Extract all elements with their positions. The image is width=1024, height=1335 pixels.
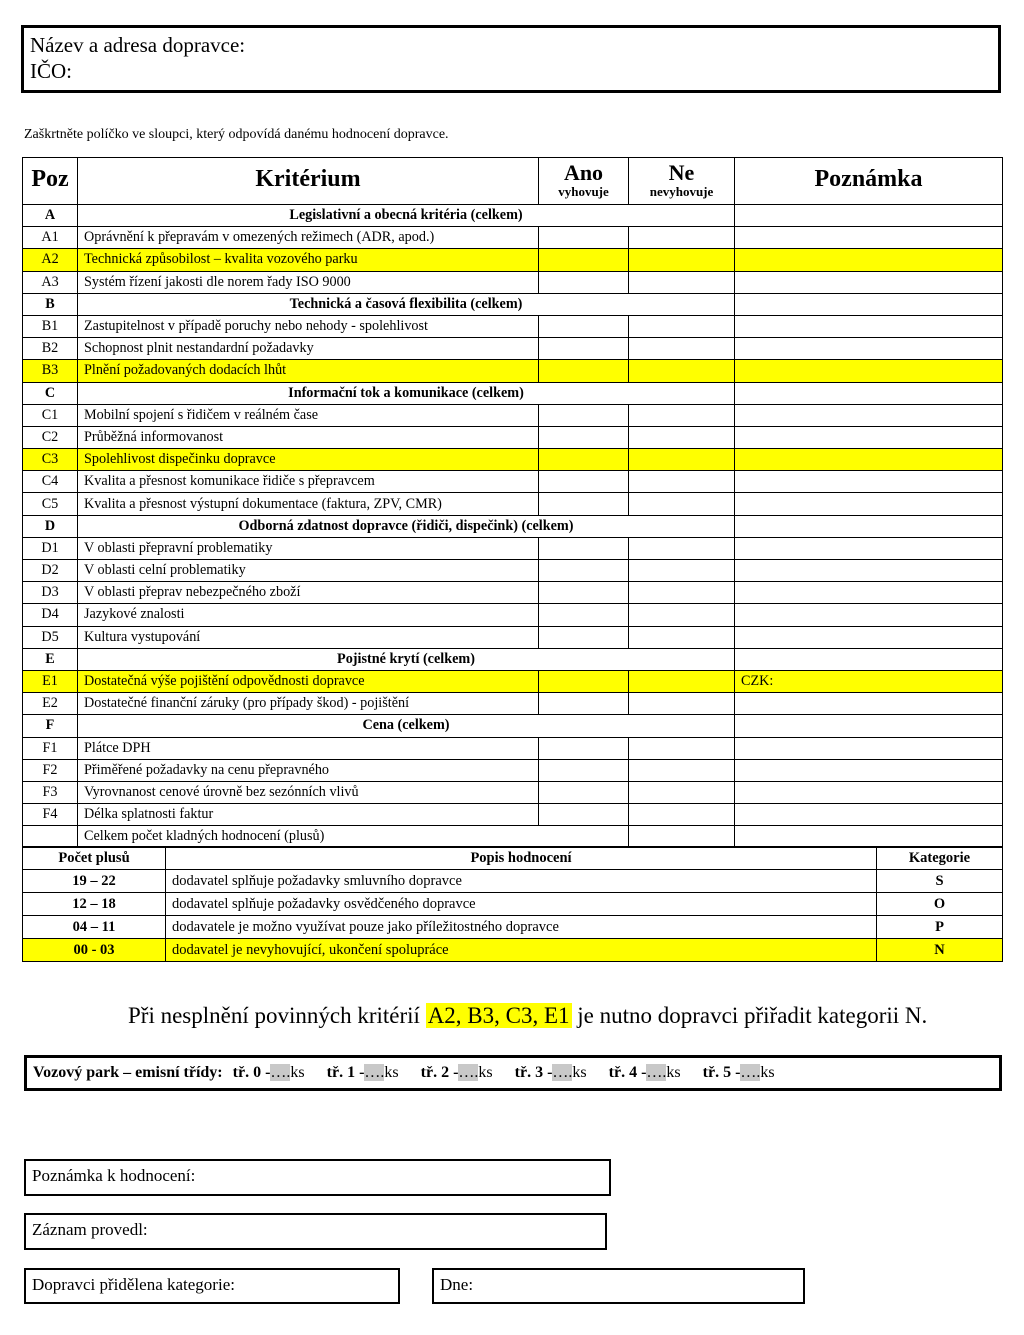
ano-checkbox-cell[interactable] [539,426,629,448]
header-poznamka: Poznámka [735,158,1003,205]
row-poz: E2 [23,693,78,715]
criteria-header-row [23,158,1003,205]
row-poz: D [23,515,78,537]
emission-class-label: tř. 3 - [514,1064,553,1081]
ne-checkbox-cell[interactable] [629,626,735,648]
ano-checkbox-cell[interactable] [539,404,629,426]
legend-header-count: Počet plusů [23,847,166,870]
note-cell[interactable] [735,249,1003,271]
row-poz: D2 [23,560,78,582]
row-poz: A [23,205,78,227]
carrier-name-label: Název a adresa dopravce: [30,33,246,57]
carrier-header-box[interactable] [21,25,1001,93]
legend-header-row [23,847,1003,870]
row-poz: B3 [23,360,78,382]
criterion-row [23,249,1003,271]
ano-checkbox-cell[interactable] [539,582,629,604]
row-poz: B [23,293,78,315]
ne-checkbox-cell[interactable] [629,449,735,471]
evaluation-note-field[interactable] [24,1159,611,1196]
ne-checkbox-cell[interactable] [629,781,735,803]
criterion-label: V oblasti přeprav nebezpečného zboží [78,582,539,604]
note-cell[interactable] [735,560,1003,582]
criterion-row [23,759,1003,781]
note-cell[interactable] [735,382,1003,404]
note-cell[interactable] [735,515,1003,537]
row-poz: C4 [23,471,78,493]
row-poz: A1 [23,227,78,249]
total-poz [23,826,78,848]
emission-class-count-field[interactable]: …. [740,1064,761,1081]
ano-checkbox-cell[interactable] [539,759,629,781]
criterion-label: Systém řízení jakosti dle norem řady ISO 9000 [78,271,539,293]
ne-checkbox-cell[interactable] [629,759,735,781]
criterion-row [23,227,1003,249]
ano-checkbox-cell[interactable] [539,449,629,471]
section-title: Pojistné krytí (celkem) [78,648,735,670]
note-after: je nutno dopravci přiřadit kategorii N. [571,1003,928,1028]
row-poz: E [23,648,78,670]
criterion-label: Průběžná informovanost [78,426,539,448]
criterion-row [23,670,1003,692]
total-count-cell[interactable] [629,826,735,848]
evaluation-note-label: Poznámka k hodnocení: [32,1166,196,1185]
section-title: Odborná zdatnost dopravce (řidiči, dispečink) (celkem) [78,515,735,537]
row-poz: F4 [23,804,78,826]
note-cell[interactable] [735,293,1003,315]
ne-checkbox-cell[interactable] [629,804,735,826]
date-label: Dne: [440,1275,474,1294]
emission-class-unit: ks [384,1064,399,1081]
note-cell[interactable] [735,626,1003,648]
criterion-row [23,426,1003,448]
criterion-label: Přiměřené požadavky na cenu přepravného [78,759,539,781]
ano-checkbox-cell[interactable] [539,471,629,493]
ne-checkbox-cell[interactable] [629,249,735,271]
note-cell[interactable] [735,493,1003,515]
section-title: Cena (celkem) [78,715,735,737]
criterion-label: Technická způsobilost – kvalita vozového parku [78,249,539,271]
emission-class [421,1064,493,1081]
legend-category: O [877,893,1003,916]
criteria-table [22,157,1003,848]
row-poz: D4 [23,604,78,626]
section-row [23,382,1003,404]
emission-class [515,1064,587,1081]
note-cell[interactable] [735,227,1003,249]
note-cell[interactable] [735,737,1003,759]
note-cell[interactable] [735,338,1003,360]
ne-checkbox-cell[interactable] [629,670,735,692]
ne-checkbox-cell[interactable] [629,693,735,715]
header-ne: Ne nevyhovuje [629,158,735,205]
fleet-emission-box [24,1055,1002,1091]
legend-desc: dodavatele je možno využívat pouze jako příležitostného dopravce [166,916,877,939]
section-title: Legislativní a obecná kritéria (celkem) [78,205,735,227]
ano-checkbox-cell[interactable] [539,271,629,293]
row-poz: A2 [23,249,78,271]
emission-class [703,1064,775,1081]
legend-count: 04 – 11 [23,916,166,939]
criterion-row [23,471,1003,493]
criterion-row [23,604,1003,626]
criterion-label: Dostatečná výše pojištění odpovědnosti dopravce [78,670,539,692]
note-cell[interactable] [735,648,1003,670]
criterion-label: Zastupitelnost v případě poruchy nebo nehody - spolehlivost [78,315,539,337]
ne-checkbox-cell[interactable] [629,271,735,293]
ne-checkbox-cell[interactable] [629,338,735,360]
criterion-row [23,360,1003,382]
criterion-row [23,693,1003,715]
row-poz: C2 [23,426,78,448]
total-plus-row [23,826,1003,848]
emission-class-label: tř. 0 - [232,1064,271,1081]
emission-class-unit: ks [290,1064,305,1081]
ano-checkbox-cell[interactable] [539,360,629,382]
section-row [23,293,1003,315]
criterion-label: Délka splatnosti faktur [78,804,539,826]
note-cell[interactable] [735,271,1003,293]
header-ano: Ano vyhovuje [539,158,629,205]
criterion-label: Kultura vystupování [78,626,539,648]
ne-checkbox-cell[interactable] [629,227,735,249]
ano-checkbox-cell[interactable] [539,604,629,626]
emission-class-label: tř. 5 - [702,1064,741,1081]
legend-header-category: Kategorie [877,847,1003,870]
legend-desc: dodavatel je nevyhovující, ukončení spolupráce [166,939,877,962]
criterion-row [23,493,1003,515]
legend-row [23,870,1003,893]
note-cell[interactable] [735,537,1003,559]
criterion-row [23,582,1003,604]
criterion-row [23,781,1003,803]
total-label: Celkem počet kladných hodnocení (plusů) [78,826,629,848]
legend-category: N [877,939,1003,962]
ne-checkbox-cell[interactable] [629,737,735,759]
ano-checkbox-cell[interactable] [539,493,629,515]
header-poz: Poz [23,158,78,205]
legend-desc: dodavatel splňuje požadavky smluvního dopravce [166,870,877,893]
legend-row [23,916,1003,939]
note-cell[interactable] [735,781,1003,803]
section-row [23,715,1003,737]
ano-checkbox-cell[interactable] [539,227,629,249]
emission-class [233,1064,305,1081]
note-cell[interactable] [735,404,1003,426]
ne-checkbox-cell[interactable] [629,493,735,515]
fleet-label: Vozový park – emisní třídy: [33,1064,223,1081]
note-cell[interactable] [735,315,1003,337]
instruction-text: Zaškrtněte políčko ve sloupci, který odpovídá danému hodnocení dopravce. [24,127,449,142]
ne-checkbox-cell[interactable] [629,404,735,426]
section-row [23,205,1003,227]
note-marked-criteria: A2, B3, C3, E1 [427,1003,570,1028]
emission-class-count-field[interactable]: …. [364,1064,385,1081]
criterion-row [23,537,1003,559]
criterion-label: Vyrovnanost cenové úrovně bez sezónních vlivů [78,781,539,803]
date-field[interactable] [432,1268,805,1304]
criterion-label: V oblasti celní problematiky [78,560,539,582]
note-cell[interactable]: CZK: [735,670,1003,692]
criterion-row [23,404,1003,426]
criterion-row [23,737,1003,759]
criterion-label: Mobilní spojení s řidičem v reálném čase [78,404,539,426]
criterion-row [23,338,1003,360]
row-poz: E1 [23,670,78,692]
emission-class-unit: ks [666,1064,681,1081]
note-cell[interactable] [735,604,1003,626]
row-poz: D1 [23,537,78,559]
ne-checkbox-cell[interactable] [629,537,735,559]
emission-class [609,1064,681,1081]
row-poz: A3 [23,271,78,293]
row-poz: F3 [23,781,78,803]
total-note-cell[interactable] [735,826,1003,848]
legend-desc: dodavatel splňuje požadavky osvědčeného dopravce [166,893,877,916]
note-cell[interactable] [735,582,1003,604]
ne-checkbox-cell[interactable] [629,360,735,382]
criterion-label: V oblasti přepravní problematiky [78,537,539,559]
criterion-row [23,560,1003,582]
criterion-row [23,449,1003,471]
ne-checkbox-cell[interactable] [629,582,735,604]
emission-class [327,1064,399,1081]
legend-count: 19 – 22 [23,870,166,893]
legend-row [23,893,1003,916]
header-kriterium: Kritérium [78,158,539,205]
section-row [23,648,1003,670]
note-cell[interactable] [735,360,1003,382]
note-cell[interactable] [735,693,1003,715]
ne-checkbox-cell[interactable] [629,426,735,448]
criterion-row [23,271,1003,293]
section-title: Technická a časová flexibilita (celkem) [78,293,735,315]
row-poz: F1 [23,737,78,759]
legend-count: 12 – 18 [23,893,166,916]
criterion-row [23,626,1003,648]
assigned-category-label: Dopravci přidělena kategorie: [32,1275,235,1294]
emission-class-unit: ks [478,1064,493,1081]
mandatory-criteria-note [128,1003,927,1029]
criterion-label: Kvalita a přesnost komunikace řidiče s přepravcem [78,471,539,493]
legend-category: S [877,870,1003,893]
criterion-label: Kvalita a přesnost výstupní dokumentace (faktura, ZPV, CMR) [78,493,539,515]
emission-class-count-field[interactable]: …. [552,1064,573,1081]
emission-class-count-field[interactable]: …. [646,1064,667,1081]
assigned-category-field[interactable] [24,1268,400,1304]
legend-header-desc: Popis hodnocení [166,847,877,870]
note-cell[interactable] [735,804,1003,826]
emission-class-label: tř. 4 - [608,1064,647,1081]
ano-checkbox-cell[interactable] [539,560,629,582]
criterion-label: Schopnost plnit nestandardní požadavky [78,338,539,360]
criterion-row [23,804,1003,826]
note-before: Při nesplnění povinných kritérií [128,1003,426,1028]
ano-checkbox-cell[interactable] [539,537,629,559]
row-poz: C5 [23,493,78,515]
legend-count: 00 - 03 [23,939,166,962]
ano-checkbox-cell[interactable] [539,249,629,271]
ne-checkbox-cell[interactable] [629,560,735,582]
note-cell[interactable] [735,426,1003,448]
criterion-label: Oprávnění k přepravám v omezených režimech (ADR, apod.) [78,227,539,249]
legend-category: P [877,916,1003,939]
row-poz: C [23,382,78,404]
ne-checkbox-cell[interactable] [629,471,735,493]
criterion-row [23,315,1003,337]
rating-legend-table [22,846,1003,962]
section-title: Informační tok a komunikace (celkem) [78,382,735,404]
ne-checkbox-cell[interactable] [629,604,735,626]
ano-checkbox-cell[interactable] [539,315,629,337]
emission-class-count-field[interactable]: …. [458,1064,479,1081]
row-poz: D5 [23,626,78,648]
recorded-by-label: Záznam provedl: [32,1220,148,1239]
note-cell[interactable] [735,205,1003,227]
emission-class-unit: ks [572,1064,587,1081]
ano-checkbox-cell[interactable] [539,626,629,648]
row-poz: B1 [23,315,78,337]
ano-checkbox-cell[interactable] [539,338,629,360]
ano-checkbox-cell[interactable] [539,781,629,803]
emission-class-label: tř. 1 - [326,1064,365,1081]
criterion-label: Jazykové znalosti [78,604,539,626]
row-poz: B2 [23,338,78,360]
note-cell[interactable] [735,449,1003,471]
criterion-label: Dostatečné finanční záruky (pro případy škod) - pojištění [78,693,539,715]
ico-label: IČO: [30,59,72,83]
ano-checkbox-cell[interactable] [539,670,629,692]
criterion-label: Spolehlivost dispečinku dopravce [78,449,539,471]
row-poz: D3 [23,582,78,604]
ano-checkbox-cell[interactable] [539,804,629,826]
emission-class-unit: ks [760,1064,775,1081]
recorded-by-field[interactable] [24,1213,607,1250]
row-poz: F2 [23,759,78,781]
ano-checkbox-cell[interactable] [539,693,629,715]
note-cell[interactable] [735,759,1003,781]
emission-class-count-field[interactable]: …. [270,1064,291,1081]
ano-checkbox-cell[interactable] [539,737,629,759]
row-poz: C1 [23,404,78,426]
criterion-label: Plnění požadovaných dodacích lhůt [78,360,539,382]
emission-class-label: tř. 2 - [420,1064,459,1081]
row-poz: F [23,715,78,737]
note-cell[interactable] [735,715,1003,737]
legend-row [23,939,1003,962]
ne-checkbox-cell[interactable] [629,315,735,337]
row-poz: C3 [23,449,78,471]
section-row [23,515,1003,537]
note-cell[interactable] [735,471,1003,493]
criterion-label: Plátce DPH [78,737,539,759]
